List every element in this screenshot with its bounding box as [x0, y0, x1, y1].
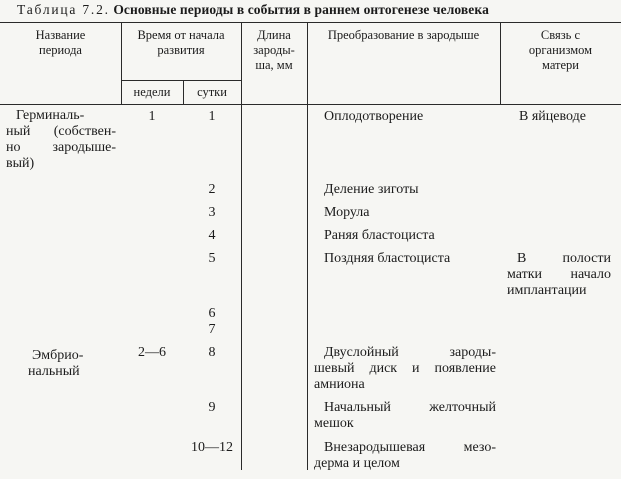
event-bilaminar-disc [314, 345, 496, 393]
header-bottom-rule [0, 104, 621, 105]
event-early-blastocyst: Раняя бластоциста [324, 228, 435, 243]
period-germinal-line1: Герминаль- [16, 108, 85, 123]
event-yolk-sac-line2: мешок [314, 416, 354, 431]
period-germinal-line3: но зародыше- [6, 140, 116, 155]
period-germinal [6, 108, 116, 172]
header-top-rule [0, 22, 621, 23]
event-mesoderm-line1: Внезародышевая мезо- [324, 440, 496, 455]
event-bilaminar-disc-line3: амниона [314, 377, 365, 392]
day-4: 4 [208, 228, 216, 243]
event-bilaminar-disc-line2: шевый диск и появление [314, 361, 496, 376]
subheader-rule [121, 80, 241, 81]
day-7: 7 [208, 322, 216, 337]
header-weeks: недели [133, 85, 171, 99]
table-caption [17, 2, 489, 18]
header-transform-line1: Преобразование в зародыше [327, 28, 480, 42]
period-germinal-line2: ный (собствен- [6, 124, 116, 139]
table-number: Таблица 7.2. [17, 2, 110, 17]
germinal-weeks: 1 [148, 109, 156, 124]
event-mesoderm [314, 440, 496, 472]
header-period-line2: периода [39, 43, 82, 57]
link-uterus [507, 251, 611, 299]
header-days: сутки [197, 85, 227, 99]
header-time [121, 28, 241, 58]
link-uterus-line3: имплантации [507, 283, 587, 298]
link-uterus-line1: В полости [517, 251, 611, 266]
header-time-line2: развития [157, 43, 205, 57]
table-title: Основные периоды в события в раннем онтогенезе человека [113, 2, 489, 17]
day-3: 3 [208, 205, 216, 220]
period-germinal-line4: вый) [6, 156, 35, 171]
header-length [241, 28, 307, 73]
day-9: 9 [208, 400, 216, 415]
day-6: 6 [208, 306, 216, 321]
header-period-line1: Название [35, 28, 86, 42]
day-1: 1 [208, 109, 216, 124]
event-morula: Морула [324, 205, 370, 220]
event-yolk-sac-line1: Начальный желточный [324, 400, 496, 415]
event-zygote-division: Деление зиготы [324, 182, 419, 197]
period-embryonic-line1: Эмбрио- [32, 348, 84, 363]
day-2: 2 [208, 182, 216, 197]
event-bilaminar-disc-line1: Двуслойный зароды- [324, 345, 496, 360]
day-8: 8 [208, 345, 216, 360]
event-fertilization: Оплодотворение [324, 109, 424, 124]
link-oviduct: В яйцеводе [519, 109, 586, 124]
header-link [500, 28, 621, 73]
header-link-line1: Связь с [540, 28, 581, 42]
header-transform [307, 28, 500, 43]
embryonic-weeks: 2—6 [138, 345, 166, 360]
column-divider-2 [241, 22, 242, 470]
header-length-line2: зароды- [253, 43, 295, 57]
header-length-line1: Длина [257, 28, 291, 42]
header-time-line1: Время от начала [137, 28, 225, 42]
day-5: 5 [208, 251, 216, 266]
event-yolk-sac [314, 400, 496, 432]
link-uterus-line2: матки начало [507, 267, 611, 282]
period-embryonic [28, 348, 83, 380]
day-10-12: 10—12 [191, 440, 233, 455]
column-divider-3 [307, 22, 308, 470]
header-period [0, 28, 121, 58]
header-length-line3: ша, мм [255, 58, 293, 72]
period-embryonic-line2: нальный [28, 364, 80, 379]
header-link-line3: матери [542, 58, 579, 72]
header-link-line2: организмом [528, 43, 593, 57]
event-mesoderm-line2: дерма и целом [314, 456, 400, 471]
event-late-blastocyst: Поздняя бластоциста [324, 251, 451, 266]
